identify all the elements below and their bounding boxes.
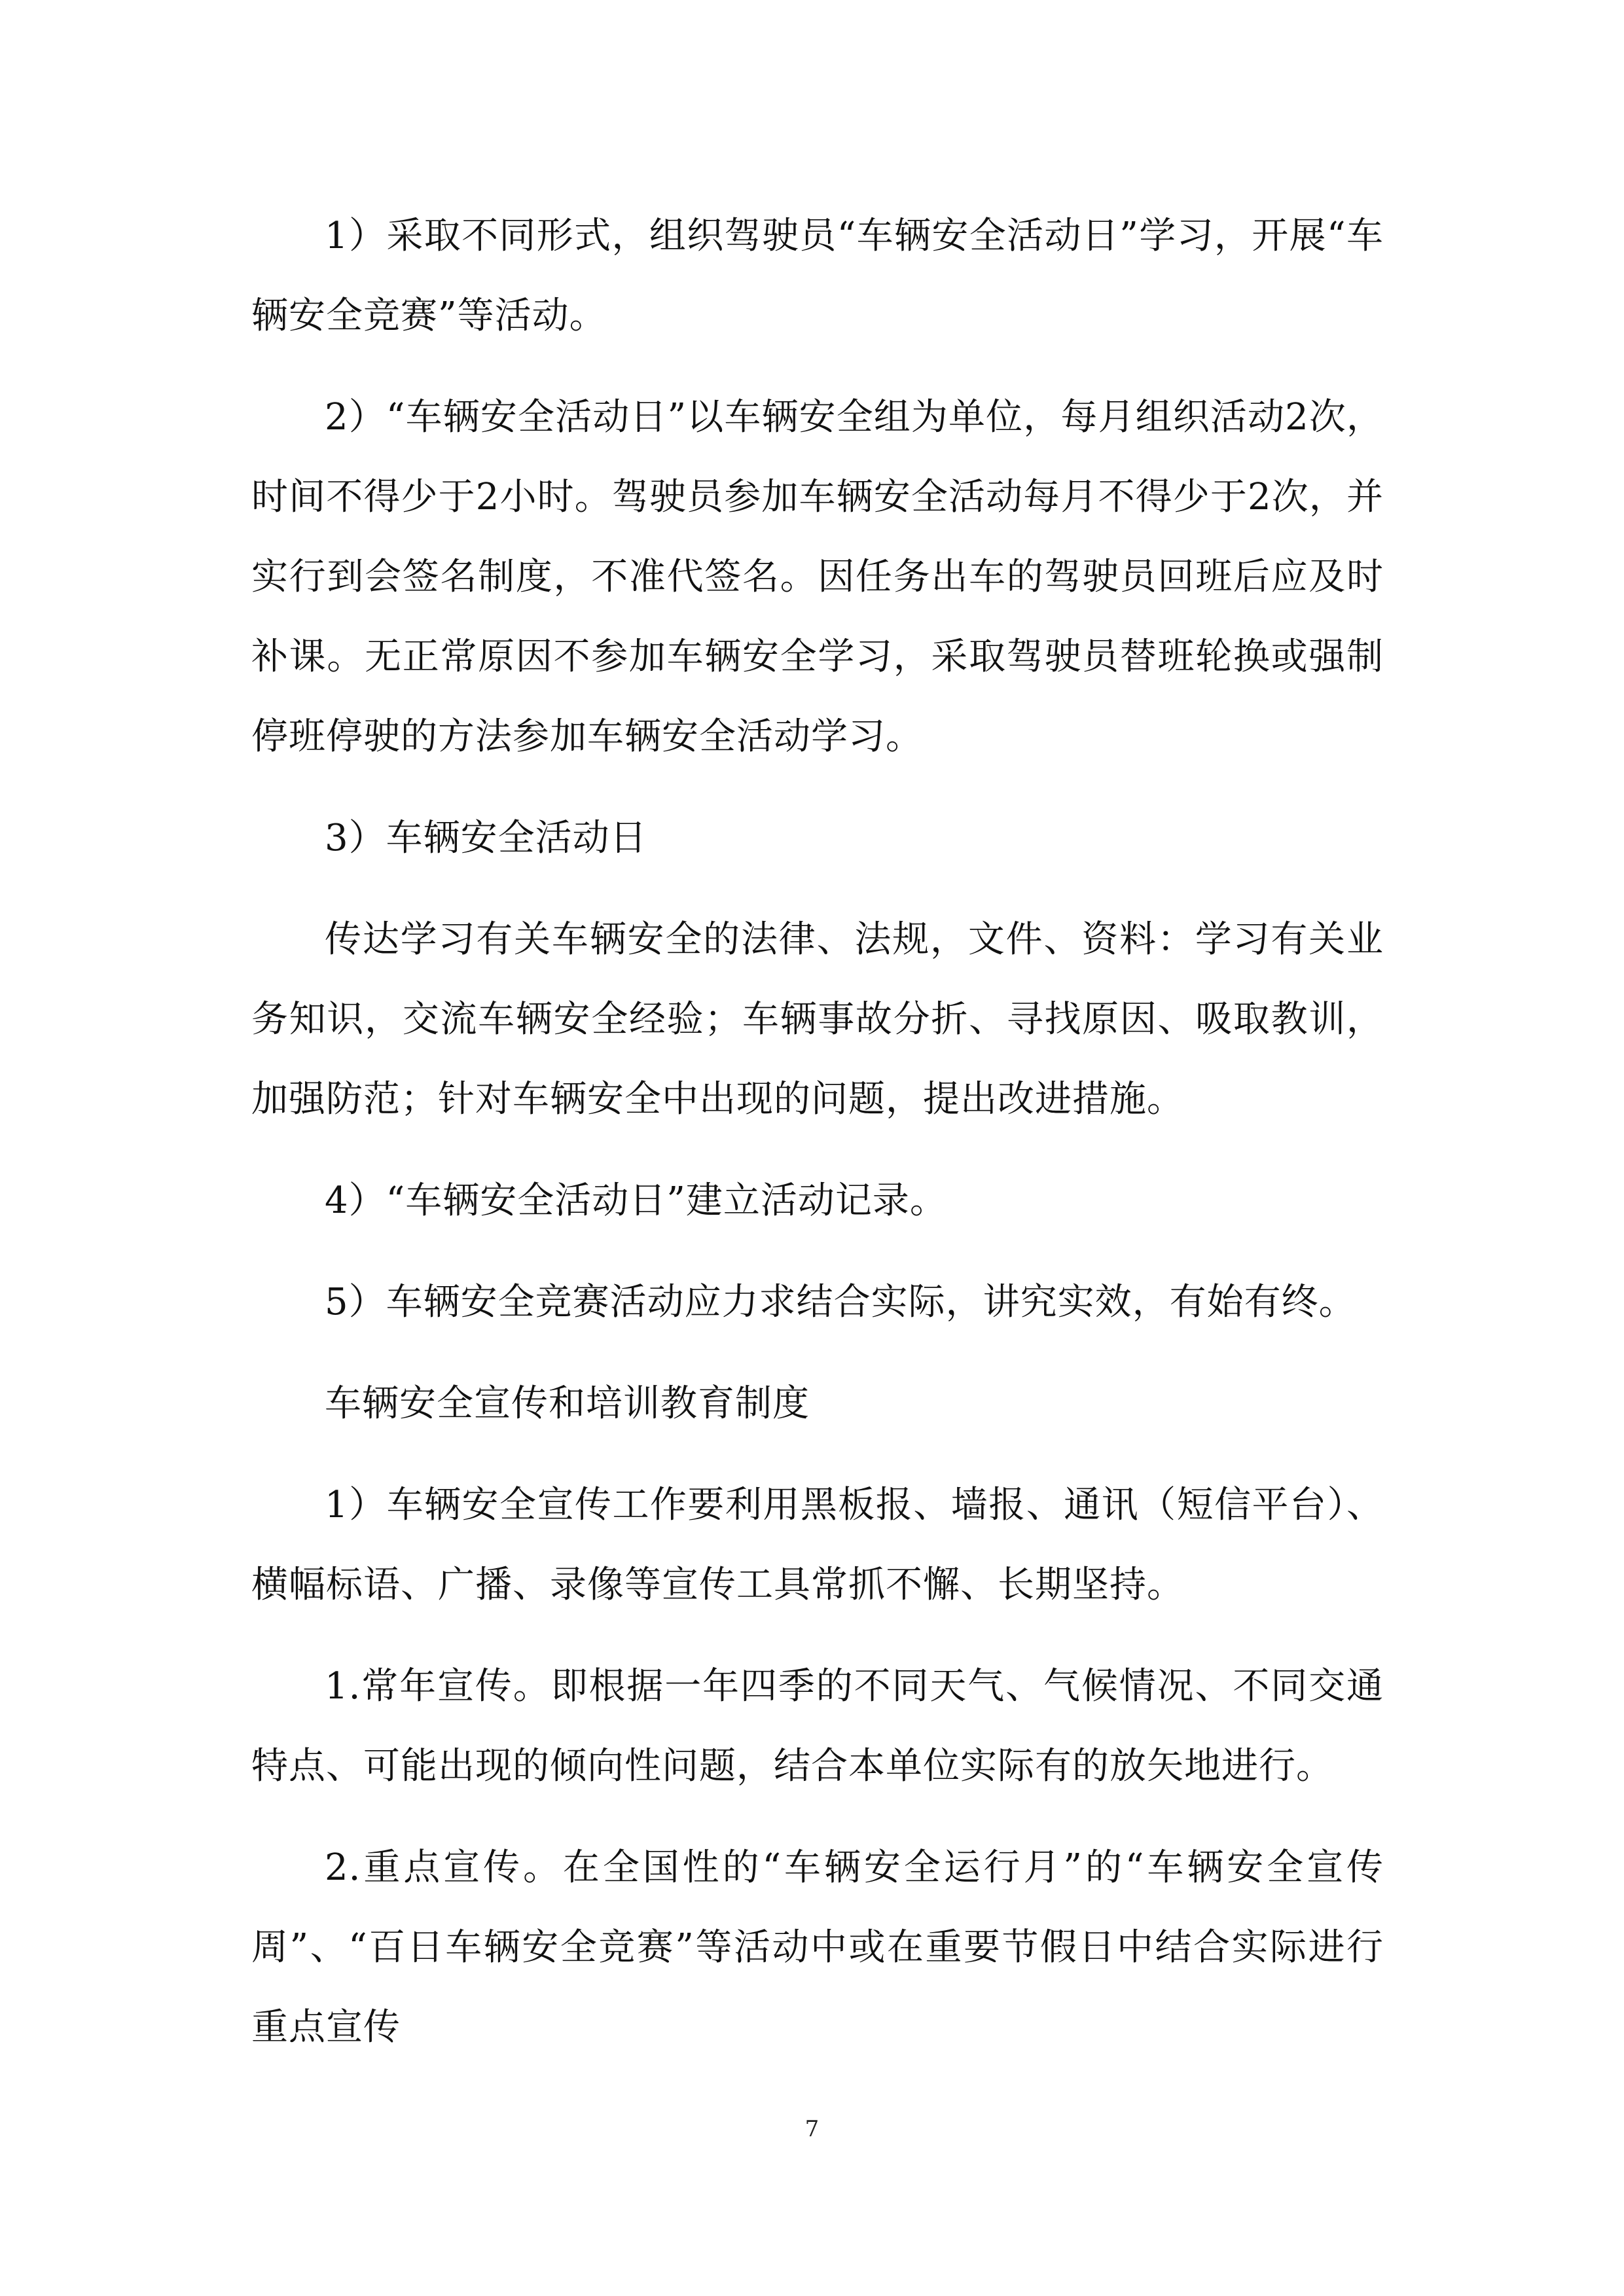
paragraph-4: 传达学习有关车辆安全的法律、法规，文件、资料：学习有关业务知识，交流车辆安全经验；车辆事故分折、寻找原因、吸取教训，加强防范；针对车辆安全中出现的问题，提出改进措施。 [251,918,1384,1121]
paragraph-5: 4）“车辆安全活动日”建立活动记录。 [325,1179,947,1222]
page-number: 7 [804,2116,820,2142]
paragraph-10: 2.重点宣传。在全国性的“车辆安全运行月”的“车辆安全宣传周”、“百日车辆安全竞赛”等活动中或在重要节假日中结合实际进行重点宣传 [251,1846,1384,2049]
section-heading: 车辆安全宣传和培训教育制度 [325,1382,810,1425]
paragraph-3: 3）车辆安全活动日 [325,817,647,859]
paragraph-6: 5）车辆安全竞赛活动应力求结合实际，讲究实效，有始有终。 [325,1281,1356,1323]
paragraph-1: 1）采取不同形式，组织驾驶员“车辆安全活动日”学习，开展“车辆安全竞赛”等活动。 [251,215,1384,337]
paragraph-2: 2）“车辆安全活动日”以车辆安全组为单位，每月组织活动2次，时间不得少于2小时。驾驶员参加车辆安全活动每月不得少于2次，并实行到会签名制度，不准代签名。因任务出车的驾驶员回班后应及时补课。无正常原因不参加车辆安全学习，采取驾驶员替班轮换或强制停班停驶的方法参加车辆安全活动学习。 [251,396,1384,758]
paragraph-8: 1）车辆安全宣传工作要利用黑板报、墙报、通讯（短信平台）、横幅标语、广播、录像等宣传工具常抓不懈、长期坚持。 [251,1484,1384,1606]
document-body [251,196,1384,2089]
paragraph-9: 1.常年宣传。即根据一年四季的不同天气、气候情况、不同交通特点、可能出现的倾向性问题，结合本单位实际有的放矢地进行。 [251,1665,1384,1787]
